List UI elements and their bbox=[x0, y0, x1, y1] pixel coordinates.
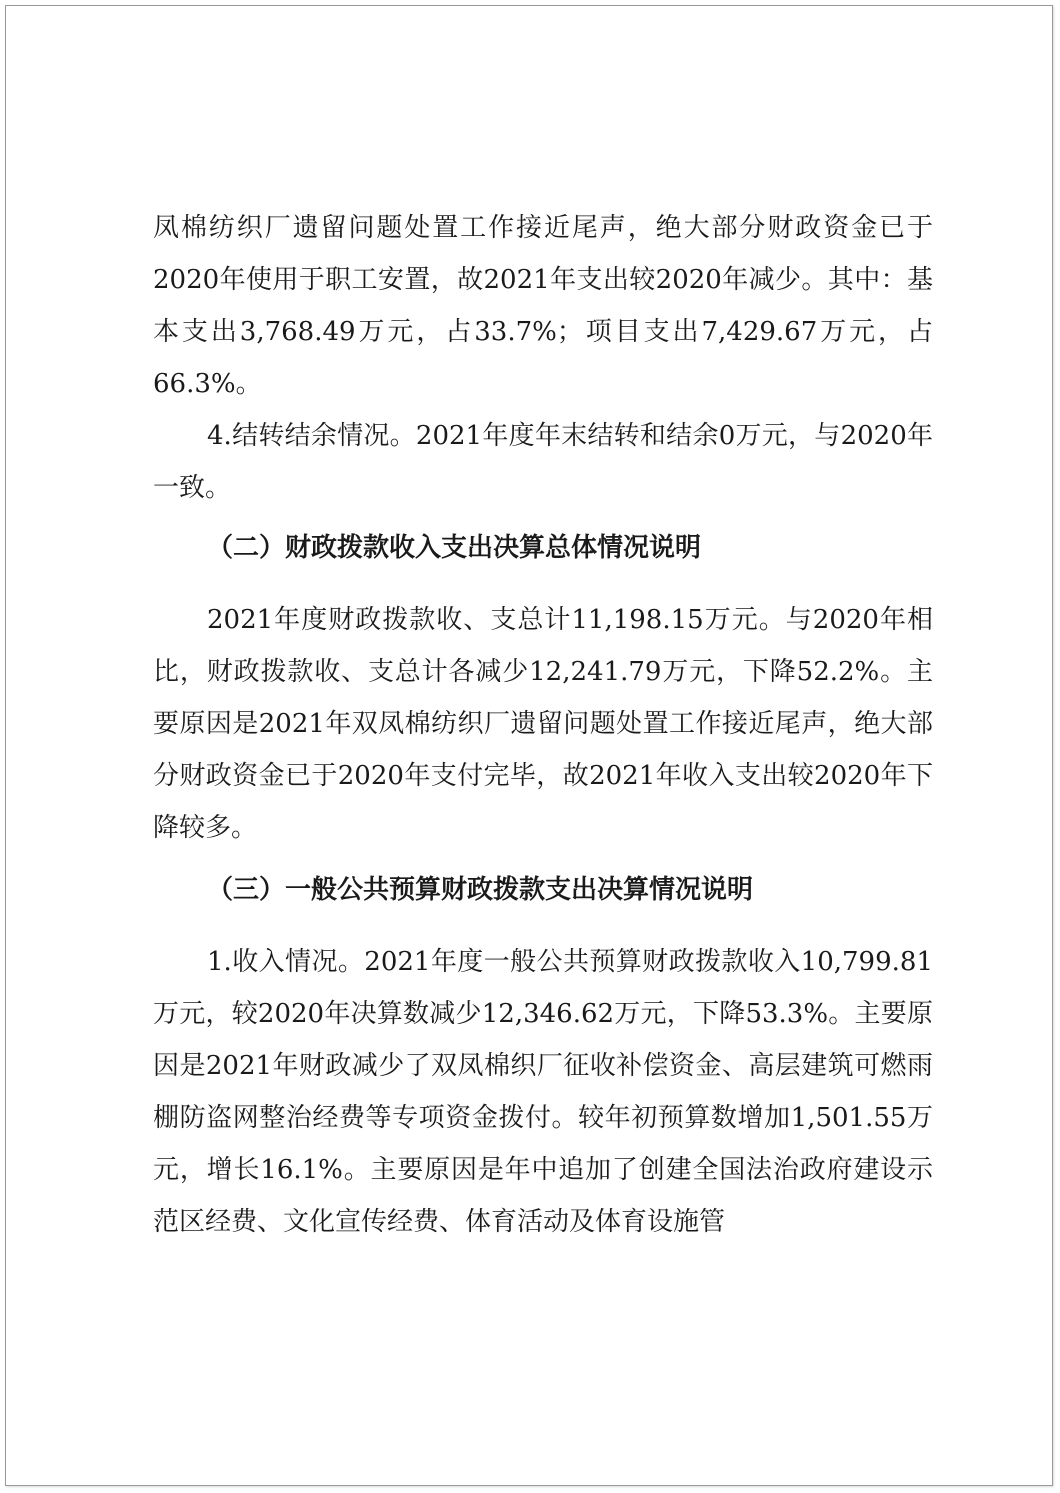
paragraph-revenue-situation: 1.收入情况。2021年度一般公共预算财政拨款收入10,799.81万元，较2020年决算数减少12,346.62万元，下降53.3%。主要原因是2021年财政减少了双凤棉织厂征收补偿资金、高层建筑可燃雨棚防盗网整治经费等专项资金拨付。较年初预算数增加1,501.55万元，增长16.1%。主要原因是年中追加了创建全国法治政府建设示范区经费、文化宣传经费、体育活动及体育设施管 bbox=[153, 947, 933, 1237]
document-page bbox=[5, 5, 1053, 1486]
section-heading-general-public-budget: （三）一般公共预算财政拨款支出决算情况说明 bbox=[207, 875, 754, 905]
document-body bbox=[153, 202, 933, 1237]
section-heading-fiscal-appropriation-overview: （二）财政拨款收入支出决算总体情况说明 bbox=[207, 533, 702, 563]
paragraph-carryover-balance: 4.结转结余情况。2021年度年末结转和结余0万元，与2020年一致。 bbox=[153, 421, 933, 503]
paragraph-expenditure-summary: 凤棉纺织厂遗留问题处置工作接近尾声，绝大部分财政资金已于2020年使用于职工安置，故2021年支出较2020年减少。其中：基本支出3,768.49万元，占33.7%；项目支出7,429.67万元，占66.3%。 bbox=[153, 213, 933, 399]
paragraph-fiscal-appropriation-totals: 2021年度财政拨款收、支总计11,198.15万元。与2020年相比，财政拨款收、支总计各减少12,241.79万元，下降52.2%。主要原因是2021年双凤棉纺织厂遗留问题处置工作接近尾声，绝大部分财政资金已于2020年支付完毕，故2021年收入支出较2020年下降较多。 bbox=[153, 605, 933, 843]
